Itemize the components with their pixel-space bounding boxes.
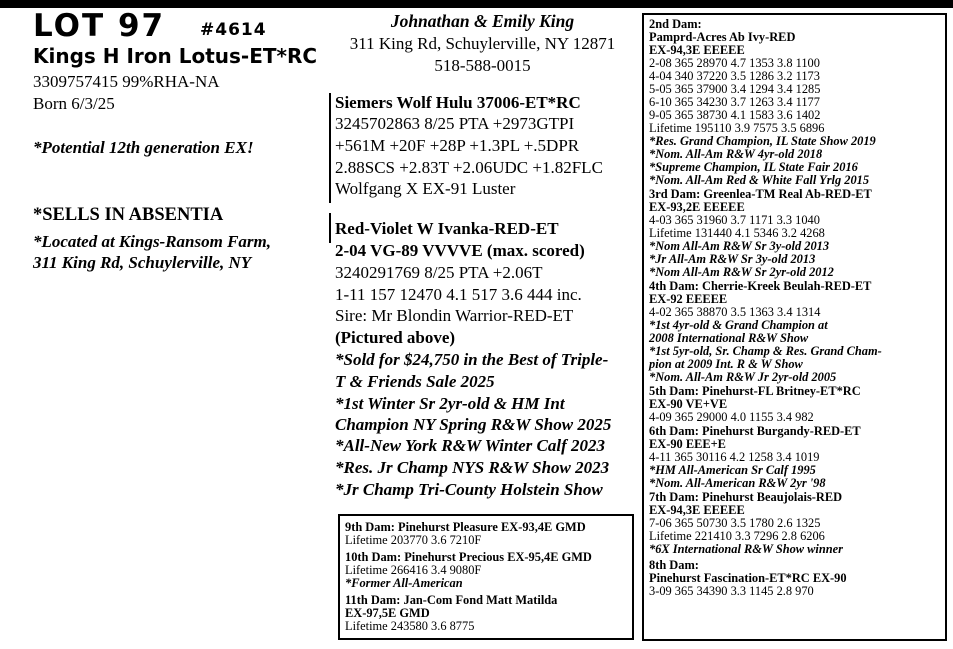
sire-line-2: +561M +20F +28P +1.3PL +.5DPR: [335, 136, 580, 155]
pedigree-line: 9-05 365 38730 4.1 1583 3.6 1402: [649, 108, 821, 122]
dam-note: *1st Winter Sr 2yr-old & HM Int: [335, 394, 565, 413]
pedigree-line: *Nom All-Am R&W Sr 2yr-old 2012: [649, 265, 834, 279]
pedigree-line: 4-11 365 30116 4.2 1258 3.4 1019: [649, 450, 820, 464]
pedigree-line: *Jr All-Am R&W Sr 3y-old 2013: [649, 252, 816, 266]
pedigree-line: *1st 5yr-old, Sr. Champ & Res. Grand Cham-: [649, 344, 882, 358]
pedigree-line: *HM All-American Sr Calf 1995: [649, 463, 816, 477]
consignor-address: 311 King Rd, Schuylerville, NY 12871: [349, 34, 616, 53]
pedigree-line: *1st 4yr-old & Grand Champion at: [649, 318, 828, 332]
dam-sire-line: Sire: Mr Blondin Warrior-RED-ET: [335, 306, 574, 325]
birth-date: Born 6/3/25: [33, 94, 115, 113]
pedigree-line: *Nom. All-American R&W 2yr '98: [649, 476, 826, 490]
location-line-2: 311 King Rd, Schuylerville, NY: [33, 253, 252, 272]
pedigree-line: EX-94,3E EEEEE: [649, 43, 745, 57]
dam-note: *All-New York R&W Winter Calf 2023: [335, 436, 605, 455]
pedigree-line: Pinehurst Fascination-ET*RC EX-90: [649, 571, 847, 585]
pedigree-line: 3rd Dam: Greenlea-TM Real Ab-RED-ET: [649, 187, 872, 201]
pedigree-line: 6th Dam: Pinehurst Burgandy-RED-ET: [649, 424, 861, 438]
pedigree-line: EX-97,5E GMD: [345, 606, 430, 620]
dam-id-line: 3240291769 8/25 PTA +2.06T: [335, 263, 543, 282]
pedigree-line: 3-09 365 34390 3.3 1145 2.8 970: [649, 584, 814, 598]
dam-record: 1-11 157 12470 4.1 517 3.6 444 inc.: [335, 285, 582, 304]
dam-note: *Res. Jr Champ NYS R&W Show 2023: [335, 458, 610, 477]
sire-line-3: 2.88SCS +2.83T +2.06UDC +1.82FLC: [335, 158, 603, 177]
pedigree-line: *Res. Grand Champion, IL State Show 2019: [649, 134, 876, 148]
consignor-phone: 518-588-0015: [434, 56, 531, 75]
extended-pedigree-box: [338, 514, 634, 640]
pedigree-line: *Nom. All-Am R&W 4yr-old 2018: [649, 147, 823, 161]
sire-divider: [329, 93, 331, 203]
pedigree-line: EX-93,2E EEEEE: [649, 200, 745, 214]
dam-note: *Jr Champ Tri-County Holstein Show: [335, 480, 603, 499]
dam-note: T & Friends Sale 2025: [335, 372, 495, 391]
pedigree-line: 11th Dam: Jan-Com Fond Matt Matilda: [345, 593, 558, 607]
pedigree-line: 5th Dam: Pinehurst-FL Britney-ET*RC: [649, 384, 861, 398]
pedigree-line: 4-04 340 37220 3.5 1286 3.2 1173: [649, 69, 820, 83]
pedigree-line: Lifetime 221410 3.3 7296 2.8 6206: [649, 529, 825, 543]
pedigree-line: 4-02 365 38870 3.5 1363 3.4 1314: [649, 305, 821, 319]
sire-line-4: Wolfgang X EX-91 Luster: [335, 179, 516, 198]
pedigree-line: 10th Dam: Pinehurst Precious EX-95,4E GMD: [345, 550, 592, 564]
pedigree-line: 8th Dam:: [649, 558, 699, 572]
pedigree-line: EX-92 EEEEE: [649, 292, 728, 306]
lot-label: LOT 97: [33, 8, 166, 44]
pedigree-line: Lifetime 131440 4.1 5346 3.2 4268: [649, 226, 825, 240]
pedigree-line: 9th Dam: Pinehurst Pleasure EX-93,4E GMD: [345, 520, 586, 534]
pedigree-line: *Former All-American: [345, 576, 463, 590]
consignor-name: Johnathan & Emily King: [390, 11, 575, 31]
dam-name: Red-Violet W Ivanka-RED-ET: [335, 219, 559, 238]
pedigree-line: *Supreme Champion, IL State Fair 2016: [649, 160, 858, 174]
pedigree-line: 6-10 365 34230 3.7 1263 3.4 1177: [649, 95, 820, 109]
dam-pictured: (Pictured above): [335, 328, 456, 347]
pedigree-line: Pamprd-Acres Ab Ivy-RED: [649, 30, 796, 44]
pedigree-line: 2-08 365 28970 4.7 1353 3.8 1100: [649, 56, 820, 70]
pedigree-line: *Nom. All-Am Red & White Fall Yrlg 2015: [649, 173, 870, 187]
pedigree-line: 4th Dam: Cherrie-Kreek Beulah-RED-ET: [649, 279, 872, 293]
pedigree-line: 2008 International R&W Show: [649, 331, 809, 345]
pedigree-line: *Nom All-Am R&W Sr 3y-old 2013: [649, 239, 830, 253]
pedigree-line: Lifetime 243580 3.6 8775: [345, 619, 475, 633]
animal-name: Kings H Iron Lotus-ET*RC: [33, 44, 318, 68]
pedigree-line: 2nd Dam:: [649, 17, 702, 31]
pedigree-line: 5-05 365 37900 3.4 1294 3.4 1285: [649, 82, 821, 96]
potential-note: *Potential 12th generation EX!: [33, 138, 254, 157]
pedigree-line: Lifetime 195110 3.9 7575 3.5 6896: [649, 121, 825, 135]
dam-note: Champion NY Spring R&W Show 2025: [335, 415, 612, 434]
location-line-1: *Located at Kings-Ransom Farm,: [33, 232, 272, 251]
pedigree-line: EX-94,3E EEEEE: [649, 503, 745, 517]
animal-id-line: 3309757415 99%RHA-NA: [33, 72, 220, 91]
pedigree-line: EX-90 VE+VE: [649, 397, 728, 411]
pedigree-line: *Nom. All-Am R&W Jr 2yr-old 2005: [649, 370, 837, 384]
pedigree-line: pion at 2009 Int. R & W Show: [649, 357, 803, 371]
maternal-pedigree-box: [642, 13, 947, 641]
pedigree-line: 4-03 365 31960 3.7 1171 3.3 1040: [649, 213, 820, 227]
pedigree-line: EX-90 EEE+E: [649, 437, 726, 451]
dam-note: *Sold for $24,750 in the Best of Triple-: [335, 350, 609, 369]
sire-line-1: 3245702863 8/25 PTA +2973GTPI: [335, 114, 575, 133]
pedigree-line: Lifetime 266416 3.4 9080F: [345, 563, 482, 577]
pedigree-line: 7th Dam: Pinehurst Beaujolais-RED: [649, 490, 843, 504]
dam-classification: 2-04 VG-89 VVVVE (max. scored): [335, 241, 585, 260]
sire-name: Siemers Wolf Hulu 37006-ET*RC: [335, 93, 581, 112]
top-rule: [0, 0, 953, 8]
lot-number-tag: #4614: [200, 20, 267, 40]
pedigree-line: Lifetime 203770 3.6 7210F: [345, 533, 482, 547]
sells-absentia: *SELLS IN ABSENTIA: [33, 205, 224, 225]
pedigree-line: 7-06 365 50730 3.5 1780 2.6 1325: [649, 516, 821, 530]
pedigree-line: 4-09 365 29000 4.0 1155 3.4 982: [649, 410, 814, 424]
dam-divider: [329, 213, 331, 243]
pedigree-line: *6X International R&W Show winner: [649, 542, 843, 556]
